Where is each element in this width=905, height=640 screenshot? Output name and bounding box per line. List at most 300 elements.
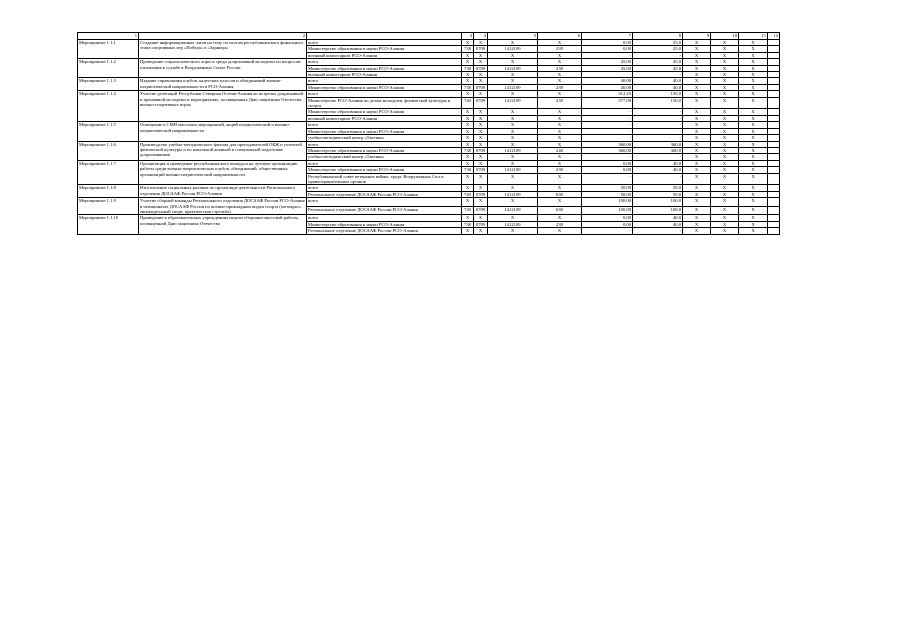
value-cell: X <box>538 78 582 84</box>
value-cell: 1412109 <box>488 221 538 227</box>
value-cell: X <box>739 84 768 90</box>
activity-name-cell: Мероприятие 1.1.4 <box>78 91 139 122</box>
value-cell: X <box>474 135 488 141</box>
value-cell: X <box>683 154 711 160</box>
value-cell: X <box>474 215 488 221</box>
value-cell: 40,00 <box>582 78 633 84</box>
column-number-cell: 3 <box>462 33 474 40</box>
column-number-cell: 12 <box>768 33 780 40</box>
value-cell: X <box>739 141 768 147</box>
value-cell: X <box>462 173 474 185</box>
value-cell: X <box>538 141 582 147</box>
executor-cell: всего <box>307 198 462 207</box>
value-cell: X <box>462 135 474 141</box>
value-cell: X <box>739 160 768 166</box>
value-cell: X <box>474 40 488 46</box>
value-cell: X <box>711 141 739 147</box>
value-cell: X <box>683 128 711 134</box>
value-cell: X <box>488 185 538 191</box>
value-cell: 360,00 <box>582 141 633 147</box>
value-cell: X <box>739 191 768 197</box>
value-cell: X <box>538 215 582 221</box>
value-cell: X <box>739 78 768 84</box>
value-cell: X <box>739 228 768 234</box>
value-cell: X <box>488 135 538 141</box>
column-number-cell <box>307 33 462 40</box>
value-cell: X <box>739 154 768 160</box>
value-cell: 749 <box>462 191 474 197</box>
value-cell: - <box>633 173 683 185</box>
value-cell: 312,25 <box>582 91 633 97</box>
value-cell: X <box>711 147 739 153</box>
activity-description-cell: Производство учебно-методического фильма для преподавателей ОБЖ и учителей физической культуры и по начальной военной и специальной подготовке допризывников <box>139 141 307 160</box>
value-cell: 0709 <box>474 65 488 71</box>
value-cell: X <box>538 72 582 78</box>
value-cell: - <box>582 122 633 128</box>
column-number-cell: 11 <box>739 33 768 40</box>
value-cell: X <box>462 115 474 121</box>
value-cell: X <box>711 65 739 71</box>
column-number-cell: 9 <box>683 33 711 40</box>
value-cell: 0,00 <box>582 221 633 227</box>
value-cell: X <box>474 109 488 115</box>
value-cell: X <box>711 46 739 52</box>
value-cell: 40,0 <box>633 167 683 173</box>
value-cell: X <box>538 59 582 65</box>
value-cell: X <box>739 167 768 173</box>
value-cell: X <box>683 147 711 153</box>
value-cell: X <box>488 128 538 134</box>
value-cell: 150,0 <box>633 97 683 109</box>
value-cell: 45,0 <box>633 59 683 65</box>
value-cell: - <box>633 128 683 134</box>
value-cell: 1412109 <box>488 206 538 215</box>
value-cell: 45,0 <box>633 65 683 71</box>
activity-name-cell: Мероприятие 1.1.8 <box>78 185 139 198</box>
value-cell: X <box>683 59 711 65</box>
value-cell: - <box>582 154 633 160</box>
value-cell: 25,0 <box>633 40 683 46</box>
executor-cell: учебно-методический центр «Тактика» <box>307 154 462 160</box>
value-cell: 738 <box>462 221 474 227</box>
value-cell: X <box>711 84 739 90</box>
value-cell: X <box>739 91 768 97</box>
value-cell: X <box>488 173 538 185</box>
value-cell: - <box>633 122 683 128</box>
value-cell: X <box>739 147 768 153</box>
activity-description-cell: Проведение социологического опроса среди допризывной молодежи по вопросам отношения к службе в Вооруженных Силах России <box>139 59 307 78</box>
value-cell: X <box>739 52 768 58</box>
value-cell: 50,00 <box>582 191 633 197</box>
value-cell: X <box>683 84 711 90</box>
value-cell: 239 <box>538 65 582 71</box>
value-cell: - <box>633 154 683 160</box>
executor-cell: Министерство образования и науки РСО-Алания <box>307 65 462 71</box>
value-cell: 0,00 <box>582 160 633 166</box>
value-cell: X <box>739 59 768 65</box>
value-cell: X <box>488 40 538 46</box>
activity-description-cell: Участие сборной команды Регионального отделения ДОСААФ России РСО-Алания в чемпионатах ДОСААФ России по военно-прикладным видам спорта (мотокросс, авиамодельный спорт, практическая стрельба) <box>140 198 305 214</box>
value-cell: X <box>538 173 582 185</box>
value-cell: X <box>683 191 711 197</box>
value-cell: 377,00 <box>582 97 633 109</box>
value-cell: - <box>582 115 633 121</box>
executor-cell: учебно-методический центр «Тактика» <box>307 135 462 141</box>
table-row <box>78 198 780 207</box>
value-cell: X <box>683 215 711 221</box>
executor-cell: военный комиссариат РСО-Алания <box>307 52 462 58</box>
executor-cell: Региональное отделение ДОСААФ России РСО-Алания <box>307 206 462 215</box>
value-cell: 40,0 <box>633 215 683 221</box>
executor-cell: Региональное отделение ДОСААФ России РСО-Алания <box>307 228 462 234</box>
empty-cell <box>768 97 780 109</box>
value-cell: X <box>683 52 711 58</box>
value-cell: X <box>683 198 711 207</box>
value-cell: 630 <box>538 206 582 215</box>
value-cell: X <box>739 40 768 46</box>
value-cell: X <box>683 228 711 234</box>
value-cell: 0,00 <box>582 40 633 46</box>
value-cell: X <box>739 173 768 185</box>
value-cell: 0,00 <box>582 215 633 221</box>
value-cell: X <box>711 72 739 78</box>
empty-cell <box>768 228 780 234</box>
value-cell: X <box>683 78 711 84</box>
value-cell: X <box>683 91 711 97</box>
value-cell: X <box>462 154 474 160</box>
value-cell: X <box>462 122 474 128</box>
value-cell: X <box>488 59 538 65</box>
value-cell: X <box>474 141 488 147</box>
value-cell: X <box>538 109 582 115</box>
value-cell: 740 <box>462 97 474 109</box>
value-cell: 40,0 <box>633 160 683 166</box>
value-cell: 40,00 <box>582 84 633 90</box>
value-cell: 738 <box>462 84 474 90</box>
value-cell: X <box>683 97 711 109</box>
value-cell: X <box>474 160 488 166</box>
value-cell: X <box>538 198 582 207</box>
activity-name-cell: Мероприятие 1.1.5 <box>78 122 139 141</box>
program-activities-table <box>77 32 780 235</box>
value-cell: - <box>582 228 633 234</box>
value-cell: X <box>683 221 711 227</box>
value-cell: - <box>582 173 633 185</box>
value-cell: X <box>739 65 768 71</box>
value-cell: X <box>538 52 582 58</box>
value-cell: X <box>488 198 538 207</box>
value-cell: X <box>474 78 488 84</box>
empty-cell <box>768 206 780 215</box>
value-cell: X <box>488 109 538 115</box>
executor-cell: Министерство образования и науки РСО-Алания <box>307 147 462 153</box>
value-cell: 1412109 <box>488 46 538 52</box>
value-cell: X <box>462 109 474 115</box>
value-cell: X <box>683 115 711 121</box>
value-cell: X <box>462 160 474 166</box>
value-cell: X <box>711 215 739 221</box>
value-cell: X <box>711 160 739 166</box>
activity-description-cell: Проведение в образовательных учреждениях недели оборонно-массовой работы, посвященной Дню защитника Отечества <box>139 215 307 234</box>
value-cell: 1412109 <box>488 97 538 109</box>
value-cell: X <box>474 198 488 207</box>
column-number-cell: 2 <box>139 33 307 40</box>
executor-cell: Министерство образования и науки РСО-Алания <box>307 221 462 227</box>
executor-cell: всего <box>307 40 462 46</box>
activity-description-cell: Участие делегаций Республики Северная Осетия-Алания во встречах допризывной и призывной молодежи и мероприятиях, посвященных Дню защитника Отечества, военно-спортивных играх <box>139 91 307 122</box>
value-cell: X <box>488 72 538 78</box>
activity-description-cell: Издание справочника клубов, кадетских классов и объединений военно-патриотической направленности в РСО-Алания <box>139 78 307 91</box>
value-cell: X <box>711 91 739 97</box>
value-cell: 40,0 <box>633 78 683 84</box>
value-cell: 360,0 <box>633 141 683 147</box>
executor-cell: всего <box>307 91 462 97</box>
value-cell: 738 <box>462 147 474 153</box>
value-cell: 100,0 <box>633 206 683 215</box>
value-cell: X <box>462 228 474 234</box>
value-cell: 360,0 <box>633 147 683 153</box>
column-number-cell: 6 <box>538 33 582 40</box>
value-cell: X <box>711 154 739 160</box>
value-cell: - <box>633 72 683 78</box>
value-cell: 45,00 <box>582 59 633 65</box>
value-cell: 40,0 <box>633 84 683 90</box>
value-cell: 0709 <box>474 84 488 90</box>
value-cell: X <box>711 122 739 128</box>
value-cell: X <box>683 109 711 115</box>
value-cell: X <box>474 115 488 121</box>
value-cell: X <box>538 135 582 141</box>
value-cell: X <box>474 228 488 234</box>
value-cell: X <box>739 46 768 52</box>
value-cell: 240 <box>538 147 582 153</box>
value-cell: X <box>711 173 739 185</box>
executor-cell: всего <box>307 215 462 221</box>
value-cell: X <box>474 122 488 128</box>
activity-description-cell: Освещение в СМИ массовых мероприятий, акций патриотической и военно-патриотической направленности <box>139 122 307 141</box>
executor-cell: Министерство образования и науки РСО-Алания <box>307 128 462 134</box>
value-cell: X <box>683 167 711 173</box>
activity-name-cell: Мероприятие 1.1.2 <box>78 59 139 78</box>
value-cell: X <box>739 72 768 78</box>
value-cell: 738 <box>462 167 474 173</box>
value-cell: 0709 <box>474 97 488 109</box>
value-cell: 0709 <box>474 221 488 227</box>
empty-cell <box>768 173 780 185</box>
executor-cell: Республиканский совет ветеранов войны, труда, Вооруженных Сил и правоохранительных органов <box>307 173 462 185</box>
value-cell: X <box>462 72 474 78</box>
value-cell: 0709 <box>474 147 488 153</box>
value-cell: - <box>633 109 683 115</box>
value-cell: X <box>711 198 739 207</box>
column-number-cell: 10 <box>711 33 739 40</box>
value-cell: X <box>683 185 711 191</box>
value-cell: X <box>739 115 768 121</box>
document-sheet <box>77 32 780 235</box>
empty-cell <box>768 198 780 207</box>
value-cell: X <box>462 141 474 147</box>
executor-cell: всего <box>307 160 462 166</box>
value-cell: - <box>582 52 633 58</box>
value-cell: X <box>538 40 582 46</box>
value-cell: 0,00 <box>582 167 633 173</box>
value-cell: X <box>538 115 582 121</box>
value-cell: - <box>633 52 683 58</box>
value-cell: 239 <box>538 167 582 173</box>
value-cell: X <box>474 91 488 97</box>
value-cell: X <box>683 135 711 141</box>
value-cell: X <box>739 185 768 191</box>
column-number-cell: 4 <box>474 33 488 40</box>
value-cell: X <box>488 228 538 234</box>
value-cell: X <box>488 141 538 147</box>
executor-cell: всего <box>307 59 462 65</box>
activity-name-cell: Мероприятие 1.1.6 <box>78 141 139 160</box>
value-cell: 25,0 <box>633 46 683 52</box>
value-cell: X <box>711 115 739 121</box>
value-cell: X <box>538 122 582 128</box>
value-cell: 45,00 <box>582 65 633 71</box>
value-cell: X <box>683 46 711 52</box>
value-cell: - <box>582 72 633 78</box>
value-cell: - <box>582 128 633 134</box>
value-cell: X <box>474 52 488 58</box>
value-cell: X <box>474 154 488 160</box>
value-cell: X <box>711 97 739 109</box>
value-cell: 50,00 <box>582 185 633 191</box>
value-cell: X <box>739 97 768 109</box>
value-cell: 40,0 <box>633 221 683 227</box>
value-cell: X <box>474 173 488 185</box>
value-cell: 630 <box>538 191 582 197</box>
value-cell: X <box>488 52 538 58</box>
value-cell: - <box>633 228 683 234</box>
activity-description-cell: Создание информационных лагов на тему по итогам республиканского финального этапа спортивных игр «Победа» и «Зарница» <box>139 40 307 59</box>
value-cell: 1412109 <box>488 191 538 197</box>
value-cell: 749 <box>462 206 474 215</box>
executor-cell: Министерство образования и науки РСО-Алания <box>307 167 462 173</box>
value-cell: 1412109 <box>488 84 538 90</box>
value-cell: X <box>739 206 768 215</box>
column-number-cell: 1 <box>78 33 139 40</box>
value-cell: X <box>711 59 739 65</box>
executor-cell: всего <box>307 185 462 191</box>
executor-cell: всего <box>307 141 462 147</box>
value-cell: - <box>582 109 633 115</box>
value-cell: X <box>488 160 538 166</box>
activity-name-cell: Мероприятие 1.1.7 <box>78 160 139 185</box>
value-cell: X <box>462 128 474 134</box>
column-number-row <box>78 33 780 40</box>
value-cell: 50,0 <box>633 191 683 197</box>
value-cell: 1412109 <box>488 167 538 173</box>
value-cell: 100,00 <box>582 206 633 215</box>
value-cell: X <box>462 59 474 65</box>
value-cell: X <box>711 135 739 141</box>
value-cell: 1412109 <box>488 147 538 153</box>
value-cell: X <box>462 91 474 97</box>
value-cell: X <box>488 91 538 97</box>
value-cell: 738 <box>462 46 474 52</box>
value-cell: X <box>474 59 488 65</box>
value-cell: X <box>474 185 488 191</box>
value-cell: X <box>739 135 768 141</box>
column-number-cell: 8 <box>633 33 683 40</box>
column-number-cell: 5 <box>488 33 538 40</box>
value-cell: X <box>462 40 474 46</box>
activity-description-cell: Изготовление социальных роликов по пропаганде деятельности Регионального отделения ДОСААФ России РСО-Алания <box>139 185 307 198</box>
value-cell: 0,00 <box>582 46 633 52</box>
value-cell: 239 <box>538 46 582 52</box>
value-cell: X <box>462 185 474 191</box>
value-cell: 239 <box>538 97 582 109</box>
value-cell: 50,0 <box>633 185 683 191</box>
value-cell: X <box>462 78 474 84</box>
value-cell: X <box>711 40 739 46</box>
value-cell: 239 <box>538 221 582 227</box>
value-cell: X <box>488 122 538 128</box>
value-cell: - <box>633 115 683 121</box>
value-cell: 1412109 <box>488 65 538 71</box>
value-cell: X <box>538 160 582 166</box>
value-cell: - <box>582 135 633 141</box>
value-cell: X <box>739 128 768 134</box>
activity-name-cell: Мероприятие 1.1.1 <box>78 40 139 59</box>
value-cell: X <box>711 128 739 134</box>
value-cell: X <box>683 160 711 166</box>
value-cell: X <box>711 185 739 191</box>
value-cell: X <box>739 221 768 227</box>
value-cell: X <box>711 167 739 173</box>
value-cell: X <box>683 122 711 128</box>
executor-cell: Региональное отделение ДОСААФ России РСО-Алания <box>307 191 462 197</box>
value-cell: X <box>474 128 488 134</box>
executor-cell: Министерство образования и науки РСО-Алания <box>307 46 462 52</box>
column-number-cell: 7 <box>582 33 633 40</box>
value-cell: X <box>462 52 474 58</box>
value-cell: X <box>538 91 582 97</box>
value-cell: - <box>633 135 683 141</box>
value-cell: 0709 <box>474 167 488 173</box>
value-cell: X <box>683 40 711 46</box>
value-cell: 239 <box>538 84 582 90</box>
value-cell: X <box>488 115 538 121</box>
value-cell: X <box>711 228 739 234</box>
value-cell: 738 <box>462 65 474 71</box>
value-cell: 150,0 <box>633 91 683 97</box>
value-cell: X <box>739 122 768 128</box>
executor-cell: военный комиссариат РСО-Алания <box>307 72 462 78</box>
value-cell: X <box>538 185 582 191</box>
value-cell: X <box>711 109 739 115</box>
value-cell: X <box>739 215 768 221</box>
executor-cell: всего <box>307 78 462 84</box>
value-cell: 0709 <box>474 46 488 52</box>
value-cell: X <box>462 198 474 207</box>
value-cell: X <box>538 128 582 134</box>
value-cell: X <box>488 215 538 221</box>
value-cell: 100,0 <box>633 198 683 207</box>
value-cell: X <box>683 141 711 147</box>
value-cell: X <box>711 206 739 215</box>
value-cell: X <box>683 72 711 78</box>
value-cell: X <box>474 72 488 78</box>
value-cell: X <box>683 65 711 71</box>
value-cell: X <box>711 78 739 84</box>
value-cell: 0709 <box>474 206 488 215</box>
activity-name-cell: Мероприятие 1.1.10 <box>78 215 139 234</box>
executor-cell: Министерство образования и науки РСО-Алания <box>307 109 462 115</box>
